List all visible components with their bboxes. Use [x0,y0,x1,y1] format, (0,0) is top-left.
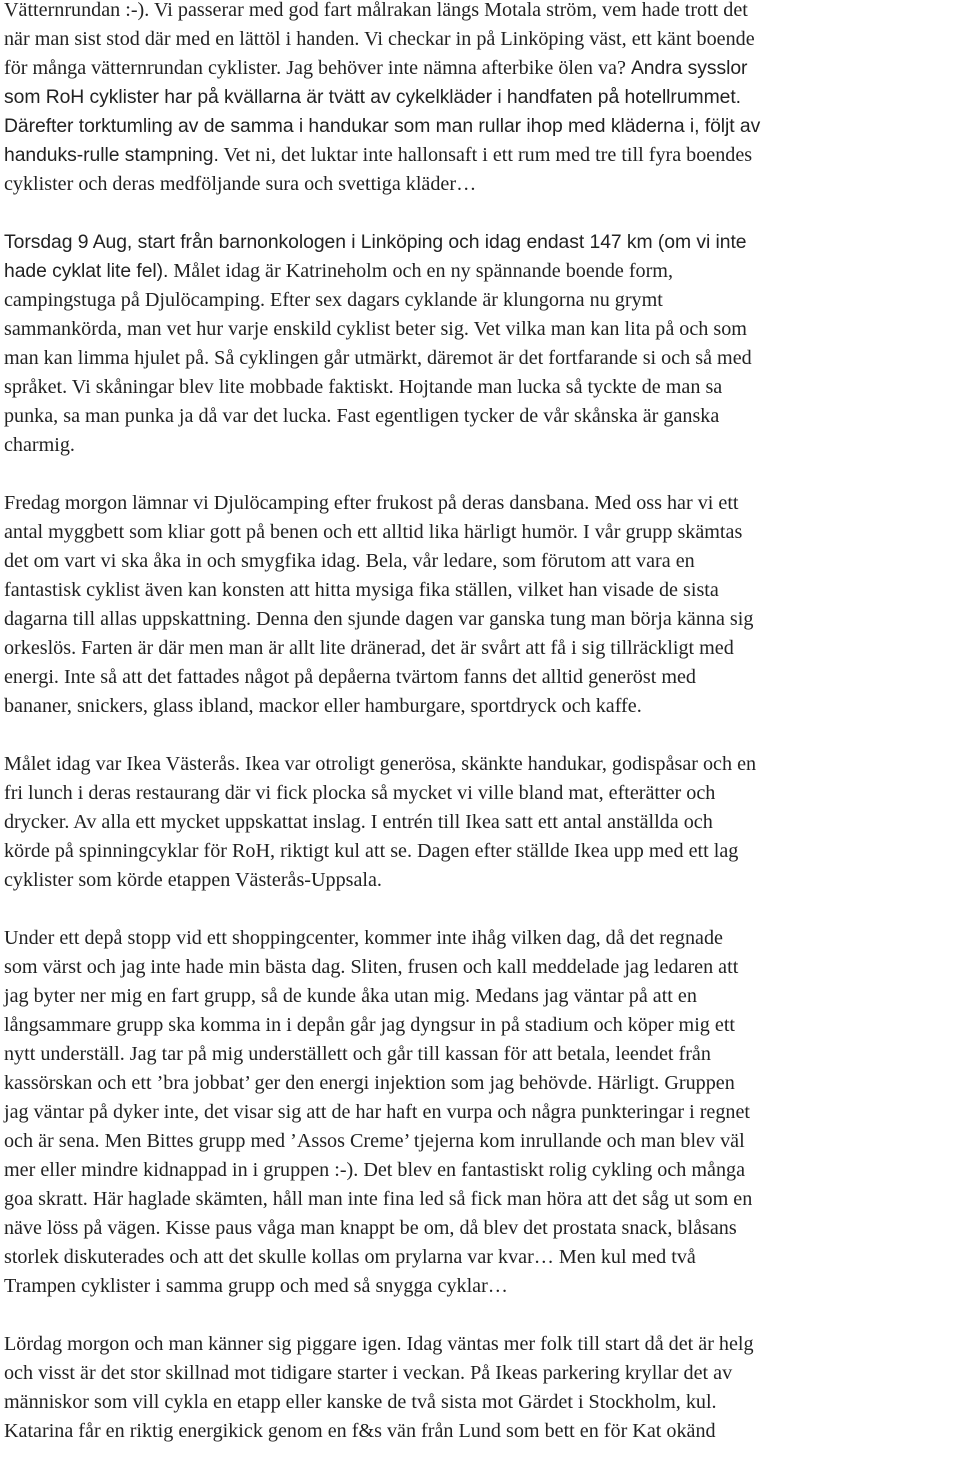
text-line [4,344,956,373]
text-line [4,1069,956,1098]
text-line [4,315,956,344]
text-segment: drycker. Av alla ett mycket uppskattat inslag. I entrén till Ikea satt ett antal anställda och [4,811,713,833]
text-segment: hade cyklat lite fel). [4,260,169,282]
text-line [4,750,956,779]
text-segment: Vet ni, det luktar inte hallonsaft i ett rum med tre till fyra boendes [218,144,753,166]
text-line [4,1127,956,1156]
text-segment: Torsdag 9 Aug, start från barnonkologen i Linköping och idag endast 147 km (om vi inte [4,231,747,253]
text-segment: Katarina får en riktig energikick genom en f&s vän från Lund som bett en för Kat okänd [4,1420,716,1442]
text-segment: cyklister som körde etappen Västerås-Uppsala. [4,869,382,891]
text-line [4,54,956,83]
text-line [4,1156,956,1185]
text-segment: när man sist stod där med en lättöl i handen. Vi checkar in på Linköping väst, ett känt boende [4,28,755,50]
text-line [4,257,956,286]
text-segment: Målet idag var Ikea Västerås. Ikea var otroligt generösa, skänkte handukar, godispåsar och en [4,753,757,775]
text-segment: campingstuga på Djulöcamping. Efter sex dagars cyklande är klungorna nu grymt [4,289,663,311]
text-segment: energi. Inte så att det fattades något på depåerna tvärtom fanns det alltid generöst med [4,666,696,688]
text-segment: det om vart vi ska åka in och smygfika idag. Bela, vår ledare, som förutom att vara en [4,550,695,572]
text-line [4,1098,956,1127]
text-line [4,286,956,315]
text-segment: sammankörda, man vet hur varje enskild cyklist beter sig. Vet vilka man kan lita på och som [4,318,747,340]
text-line [4,112,956,141]
paragraph [4,228,959,460]
text-segment: kassörskan och ett ’bra jobbat’ ger den energi injektion som jag behövde. Härligt. Gruppen [4,1072,735,1094]
text-line [4,634,956,663]
text-segment: för många vätternrundan cyklister. Jag behöver inte nämna afterbike ölen va? [4,57,631,79]
text-segment: körde på spinningcyklar för RoH, riktigt kul att se. Dagen efter ställde Ikea upp med ett lag [4,840,739,862]
text-line [4,576,956,605]
text-line [4,0,956,25]
text-segment: Vätternrundan :-). Vi passerar med god fart målrakan längs Motala ström, vem hade trott det [4,0,748,21]
text-line [4,1330,956,1359]
text-segment: handuks-rulle stampning. [4,144,219,166]
text-line [4,489,956,518]
text-segment: och är sena. Men Bittes grupp med ’Assos Creme’ tjejerna kom inrullande och man blev väl [4,1130,745,1152]
text-segment: fri lunch i deras restaurang där vi fick plocka så mycket vi ville bland mat, efterätter och [4,782,716,804]
text-line [4,982,956,1011]
paragraph [4,924,959,1301]
text-segment: människor som vill cykla en etapp eller kanske de två sista mot Gärdet i Stockholm, kul. [4,1391,717,1413]
text-segment: jag byter ner mig en fart grupp, så de kunde åka utan mig. Medans jag väntar på att en [4,985,697,1007]
text-line [4,1214,956,1243]
text-line [4,25,956,54]
text-line [4,547,956,576]
text-segment: och visst är det stor skillnad mot tidigare starter i veckan. På Ikeas parkering kryllar det av [4,1362,733,1384]
text-segment: mer eller mindre kidnappad in i gruppen :-). Det blev en fantastiskt rolig cykling och många [4,1159,746,1181]
text-segment: goa skratt. Här haglade skämten, håll man inte fina led så fick man höra att det såg ut som en [4,1188,753,1210]
text-segment: nytt underställ. Jag tar på mig underställett och går till kassan för att betala, leendet från [4,1043,711,1065]
text-line [4,1243,956,1272]
text-line [4,837,956,866]
paragraph [4,1330,959,1446]
text-line [4,953,956,982]
text-line [4,1417,956,1446]
text-segment: antal myggbett som kliar gott på benen och ett alltid lika härligt humör. I vår grupp skämtas [4,521,743,543]
text-segment: näve löss på vägen. Kisse paus våga man knappt be om, då blev det prostata snack, blåsans [4,1217,737,1239]
text-line [4,1040,956,1069]
text-line [4,1011,956,1040]
text-line [4,1272,956,1301]
text-line [4,1388,956,1417]
text-segment: jag väntar på dyker inte, det visar sig att de har haft en vurpa och några punkteringar i regnet [4,1101,750,1123]
text-line [4,779,956,808]
text-line [4,692,956,721]
text-segment: cyklister och deras medföljande sura och svettiga kläder… [4,173,477,195]
text-segment: Trampen cyklister i samma grupp och med så snygga cyklar… [4,1275,508,1297]
text-line [4,808,956,837]
text-segment: språket. Vi skåningar blev lite mobbade faktiskt. Hojtande man lucka så tyckte de man sa [4,376,723,398]
text-line [4,402,956,431]
text-segment: Fredag morgon lämnar vi Djulöcamping efter frukost på deras dansbana. Med oss har vi ett [4,492,739,514]
text-line [4,1185,956,1214]
text-line [4,373,956,402]
paragraph [4,750,959,895]
text-line [4,663,956,692]
text-segment: storlek diskuterades och att det skulle kollas om prylarna var kvar… Men kul med två [4,1246,696,1268]
text-line [4,605,956,634]
text-line [4,1359,956,1388]
document-body [4,0,959,1446]
text-segment: Målet idag är Katrineholm och en ny spännande boende form, [168,260,674,282]
text-segment: charmig. [4,434,75,456]
paragraph [4,489,959,721]
text-segment: dagarna till allas uppskattning. Denna den sjunde dagen var ganska tung man börja känna sig [4,608,754,630]
text-line [4,924,956,953]
text-line [4,83,956,112]
text-line [4,170,956,199]
text-line [4,518,956,547]
text-line [4,141,956,170]
text-segment: långsammare grupp ska komma in i depån går jag dyngsur in på stadium och köper mig ett [4,1014,736,1036]
text-segment: man kan limma hjulet på. Så cyklingen går utmärkt, däremot är det fortfarande si och så med [4,347,752,369]
text-segment: som värst och jag inte hade min bästa dag. Sliten, frusen och kall meddelade jag ledaren att [4,956,739,978]
text-segment: orkeslös. Farten är där men man är allt lite dränerad, det är svårt att få i sig tillräckligt med [4,637,734,659]
text-segment: fantastisk cyklist även kan konsten att hitta mysiga fika ställen, vilket han visade de sista [4,579,719,601]
text-segment: Andra sysslor [630,57,748,79]
text-segment: Därefter torktumling av de samma i handukar som man rullar ihop med kläderna i, följt av [4,115,761,137]
text-line [4,866,956,895]
text-line [4,228,956,257]
text-segment: Under ett depå stopp vid ett shoppingcenter, kommer inte ihåg vilken dag, då det regnade [4,927,723,949]
text-segment: punka, sa man punka ja då var det lucka. Fast egentligen tycker de vår skånska är ganska [4,405,720,427]
text-segment: bananer, snickers, glass ibland, mackor eller hamburgare, sportdryck och kaffe. [4,695,642,717]
text-line [4,431,956,460]
text-segment: Lördag morgon och man känner sig piggare igen. Idag väntas mer folk till start då det är helg [4,1333,754,1355]
paragraph [4,0,959,199]
text-segment: som RoH cyklister har på kvällarna är tvätt av cykelkläder i handfaten på hotellrummet. [4,86,741,108]
